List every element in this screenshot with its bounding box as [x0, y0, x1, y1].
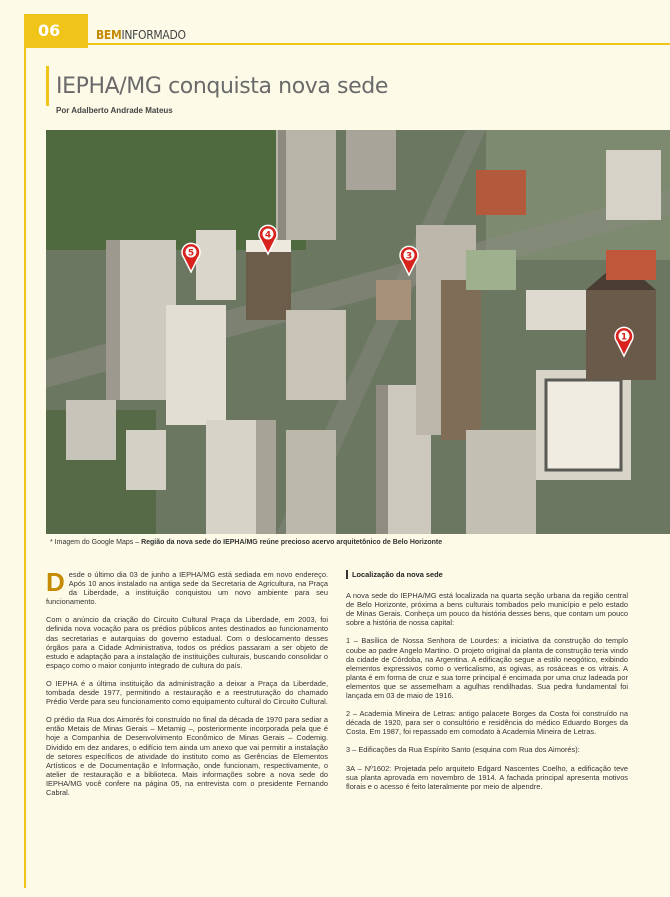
right-paragraph-1: A nova sede do IEPHA/MG está localizada na quarta seção urbana da região central de Belo Horizonte, próxima a bens culturais tombados pelo município e pelo estado de Minas Gerais. Conheça um pouco da história desses bens, que contam um pouco sobre a história de nossa capital:	[346, 591, 628, 628]
section-tag-bold: BEM	[96, 28, 122, 42]
left-margin-rule	[24, 48, 26, 888]
right-column	[346, 570, 628, 800]
section-tag	[96, 28, 186, 42]
right-subheading: Localização da nova sede	[346, 570, 628, 579]
section-tag-rest: INFORMADO	[121, 28, 186, 42]
aerial-photo-illustration	[46, 130, 670, 534]
right-paragraph-5: 3A – Nº1602: Projetada pelo arquiteto Edgard Nascentes Coelho, a edificação teve sua planta aprovada em novembro de 1914. A fachada principal apresenta motivos florais e o acesso é feito lateralmente por meio de alpendre.	[346, 763, 628, 791]
article-byline: Por Adalberto Andrade Mateus	[56, 106, 173, 115]
article-title: IEPHA/MG conquista nova sede	[56, 74, 388, 99]
left-paragraph-3: O IEPHA é a última instituição da administração a deixar a Praça da Liberdade, tombada desde 1977, permitindo a restauração e a reestruturação do chamado Prédio Verde para seu funcionamento como equipamento cultural do Circuito Cultural.	[46, 678, 328, 707]
right-paragraph-3: 2 – Academia Mineira de Letras: antigo palacete Borges da Costa foi construído na década de 1920, para ser o consultório e residência do médico Eduardo Borges da Costa. Em 1987, foi repassado em comodato à Academia Mineira de Letras.	[346, 709, 628, 737]
header-rule	[88, 43, 670, 45]
page-number: 06	[24, 14, 88, 48]
drop-cap: D	[46, 567, 65, 597]
aerial-photo	[46, 130, 670, 534]
map-marker-3-label: 3	[405, 251, 413, 262]
map-marker-1-label: 1	[620, 332, 628, 343]
photo-caption	[50, 539, 442, 546]
right-paragraph-2: 1 – Basílica de Nossa Senhora de Lourdes: a iniciativa da construção do templo coube ao padre Angelo Martino. O projeto original da planta de construção teria vindo da cidade de Córdoba, na Argentina. A edificação segue a estilo neogótico, exibindo elementos expressivos como o verticalismo, as ogivas, as rosáceas e os vitrais. A planta é em forma de cruz e sua torre principal é encimada por uma cruz ladeada por elementos que se assemelham a agulhas rendilhadas. Sua pedra fundamental foi lançada em 03 de maio de 1916.	[346, 636, 628, 701]
caption-bold: Região da nova sede do IEPHA/MG reúne precioso acervo arquitetônico de Belo Horizonte	[141, 539, 443, 546]
caption-prefix: * Imagem do Google Maps –	[50, 539, 142, 546]
map-marker-5-label: 5	[187, 248, 195, 259]
left-paragraph-1-text: esde o último dia 03 de junho a IEPHA/MG está sediada em novo endereço. Após 10 anos instalado na antiga sede da Secretaria de Agricultura, na Praça da Liberdade, a instituição conquistou um novo ambiente para seu funcionamento.	[46, 570, 328, 607]
left-column	[46, 567, 328, 806]
title-accent-bar	[46, 66, 49, 106]
left-paragraph-1	[46, 567, 328, 607]
left-paragraph-4: O prédio da Rua dos Aimorés foi construído no final da década de 1970 para sediar a então Metais de Minas Gerais – Metamig –, posteriormente incorporada pela que é hoje a Companhia de Desenvolvimento Econômico de Minas Gerais – Codemig. Dividido em dez andares, o edifício tem ainda um anexo que vai permitir a instalação de setores específicos de atividade do instituto como as Gerências de Elementos Artísticos e de Documentação e Informação, onde funcionam, respectivamente, o atelier de restauração e a biblioteca. Mais informações sobre a nova sede do IEPHA/MG você confere na página 05, na entrevista com o presidente Fernando Cabral.	[46, 715, 328, 797]
right-paragraph-4: 3 – Edificações da Rua Espírito Santo (esquina com Rua dos Aimorés):	[346, 745, 580, 755]
left-paragraph-2: Com o anúncio da criação do Circuito Cultural Praça da Liberdade, em 2003, foi definida nova vocação para os prédios públicos antes destinados ao funcionamento das secretarias e autarquias do governo estadual. Com o deslocamento desses órgãos para a Cidade Administrativa, todos os prédios passaram a ser objeto de estudo e adaptação para a instalação de instituições culturais, buscando consolidar o espaço como o maior conjunto integrado de cultura do país.	[46, 615, 328, 670]
map-marker-4-label: 4	[264, 230, 272, 241]
